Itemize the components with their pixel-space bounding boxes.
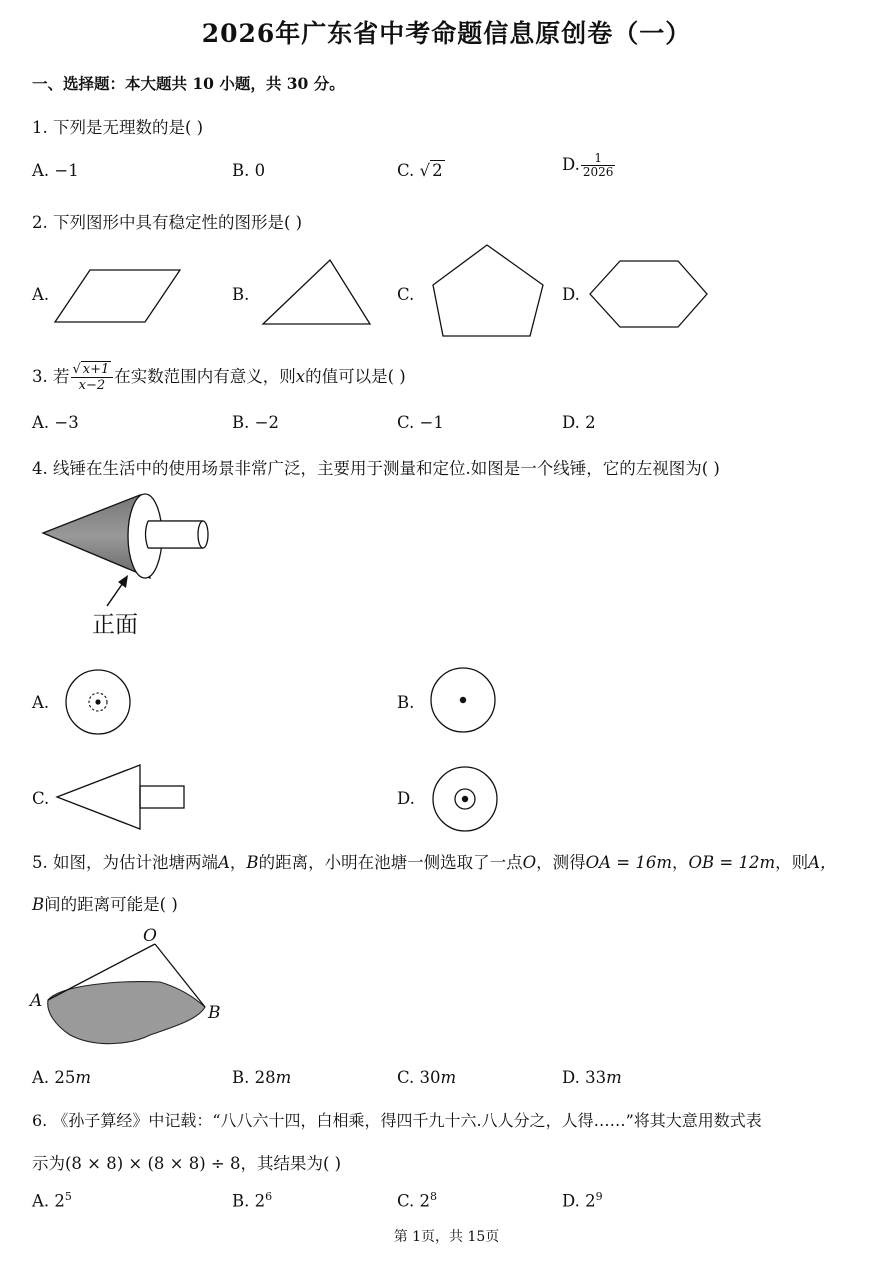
q5-text-2: 的距离，小明在池塘一侧选取了一点 <box>258 853 523 872</box>
q5-var-a2: A， <box>808 853 837 872</box>
section-heading: 一、选择题：本大题共 10 小题，共 30 分。 <box>32 74 345 93</box>
question-6-line-1: 6. 《孙子算经》中记载：“八八六十四，白相乘，得四千九十六.八人分之，人得……”将其大意用数式表 <box>32 1111 762 1130</box>
q2-option-b[interactable]: B. <box>232 285 250 304</box>
q1-d-denominator: 2026 <box>582 165 614 179</box>
q4-option-c[interactable]: C. <box>32 789 50 808</box>
q5-option-d[interactable]: D. 33m <box>562 1068 622 1087</box>
pond-label-o: O <box>143 926 157 946</box>
q5-oa: OA = 16m <box>585 853 672 872</box>
q3-option-d[interactable]: D. 2 <box>562 413 596 432</box>
q3-denominator: x−2 <box>78 378 106 393</box>
q5-var-o: O <box>522 853 537 872</box>
q1-option-a[interactable]: A. −1 <box>32 161 79 180</box>
q1-option-c-label: C. <box>397 161 415 180</box>
pond-label-a: A <box>30 991 43 1011</box>
page-footer: 第 1页，共 15页 <box>393 1229 500 1245</box>
question-6-line-2: 示为(8 × 8) × (8 × 8) ÷ 8，其结果为( ) <box>32 1154 342 1173</box>
q3-option-b[interactable]: B. −2 <box>232 413 279 432</box>
q5-var-a: A <box>218 853 230 872</box>
q4-option-a[interactable]: A. <box>32 693 50 712</box>
q5-text-3: ，测得 <box>536 853 586 872</box>
q5-text-4: ，则 <box>775 853 809 872</box>
q5-text-5: 间的距离可能是( ) <box>44 895 178 914</box>
question-1: 1. 下列是无理数的是( ) <box>32 118 204 137</box>
q2-option-a[interactable]: A. <box>32 285 50 304</box>
front-label: 正面 <box>92 612 138 638</box>
page-title: 2026年广东省中考命题信息原创卷（一） <box>201 19 692 48</box>
q4-option-d[interactable]: D. <box>397 789 415 808</box>
q5-comma: ， <box>672 853 689 872</box>
q1-option-d-label: D. <box>562 155 580 174</box>
q4-option-b[interactable]: B. <box>397 693 415 712</box>
q5-var-b: B <box>246 853 259 872</box>
q2-option-d[interactable]: D. <box>562 285 580 304</box>
q1-option-b[interactable]: B. 0 <box>232 161 266 180</box>
q1-option-c[interactable]: C. √ 2 <box>397 161 443 180</box>
q3-option-c[interactable]: C. −1 <box>397 413 444 432</box>
q6-option-d[interactable]: D. $2^9$ <box>562 1190 603 1211</box>
q6-option-b[interactable]: B. $2^6$ <box>232 1190 273 1211</box>
q5-text-1: 5. 如图，为估计池塘两端 <box>32 853 218 872</box>
pond-label-b: B <box>208 1003 221 1023</box>
q5-option-c[interactable]: C. 30m <box>397 1068 457 1087</box>
q3-var: x <box>295 367 306 386</box>
q5-option-b[interactable]: B. 28m <box>232 1068 292 1087</box>
q3-suffix: 在实数范围内有意义，则 <box>114 367 296 386</box>
q5-option-a[interactable]: A. 25m <box>32 1068 92 1087</box>
q3-numerator: √ x+1 <box>71 362 114 378</box>
q3-numerator-expr: x+1 <box>82 362 110 377</box>
q3-option-a[interactable]: A. −3 <box>32 413 79 432</box>
question-2: 2. 下列图形中具有稳定性的图形是( ) <box>32 213 303 232</box>
q2-option-c[interactable]: C. <box>397 285 415 304</box>
q1-sqrt-radicand: 2 <box>432 161 443 180</box>
q6-option-c[interactable]: C. $2^8$ <box>397 1190 438 1211</box>
q3-prefix: 3. 若 <box>32 367 70 386</box>
q5-sep: ， <box>229 853 247 872</box>
question-4: 4. 线锤在生活中的使用场景非常广泛，主要用于测量和定位.如图是一个线锤，它的左视图为( ) <box>32 459 720 478</box>
q1-d-numerator: 1 <box>581 152 616 166</box>
q5-ob: OB = 12m <box>688 853 776 872</box>
q6-option-a[interactable]: A. $2^5$ <box>32 1190 72 1211</box>
q3-tail: 的值可以是( ) <box>305 367 406 386</box>
q5-var-b2: B <box>32 895 45 914</box>
